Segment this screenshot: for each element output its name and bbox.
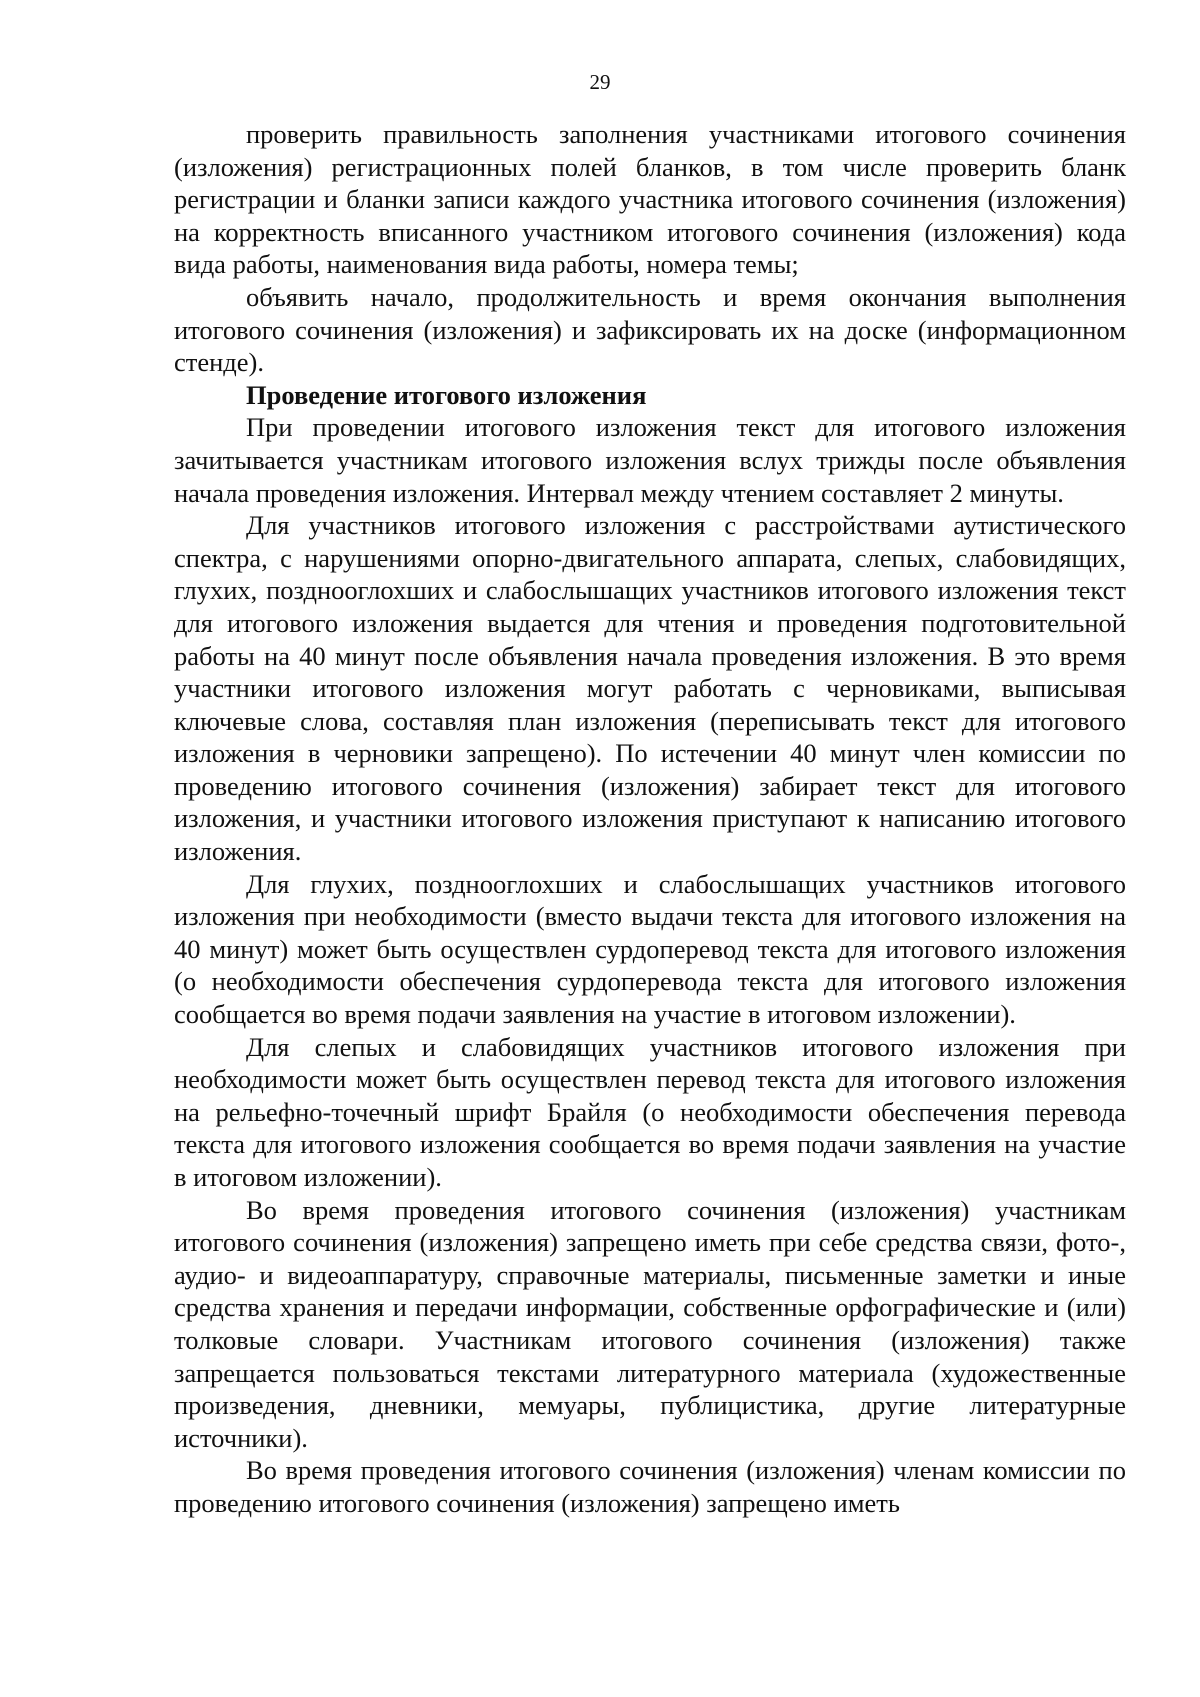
paragraph-2: объявить начало, продолжительность и время окончания выполнения итогового сочинения (изложения) и зафиксировать их на доске (информационном стенде).: [174, 281, 1126, 378]
paragraph-6: Для слепых и слабовидящих участников итогового изложения при необходимости может быть осуществлен перевод текста для итогового изложения на рельефно-точечный шрифт Брайля (о необходимости обеспечения перевода текста для итогового изложения сообщается во время подачи заявления на участие в итоговом изложении).: [174, 1031, 1126, 1192]
section-heading: Проведение итогового изложения: [246, 379, 647, 410]
page-number: 29: [589, 70, 611, 94]
paragraph-5: Для глухих, позднооглохших и слабослышащих участников итогового изложения при необходимости (вместо выдачи текста для итогового изложения на 40 минут) может быть осуществлен сурдоперевод текста для итогового изложения (о необходимости обеспечения сурдоперевода текста для итогового изложения сообщается во время подачи заявления на участие в итоговом изложении).: [174, 868, 1126, 1030]
paragraph-3: При проведении итогового изложения текст для итогового изложения зачитывается участникам итогового изложения вслух трижды после объявления начала проведения изложения. Интервал между чтением составляет 2 минуты.: [174, 412, 1126, 508]
paragraph-8: Во время проведения итогового сочинения (изложения) членам комиссии по проведению итогового сочинения (изложения) запрещено иметь: [174, 1455, 1126, 1518]
paragraph-4: Для участников итогового изложения с расстройствами аутистического спектра, с нарушениями опорно-двигательного аппарата, слепых, слабовидящих, глухих, позднооглохших и слабослышащих участников итогового изложения текст для итогового изложения выдается для чтения и проведения подготовительной работы на 40 минут после объявления начала проведения изложения. В это время участники итогового изложения могут работать с черновиками, выписывая ключевые слова, составляя план изложения (переписывать текст для итогового изложения в черновики запрещено). По истечении 40 минут член комиссии по проведению итогового сочинения (изложения) забирает текст для итогового изложения, и участники итогового изложения приступают к написанию итогового изложения.: [174, 510, 1126, 867]
paragraph-1: проверить правильность заполнения участниками итогового сочинения (изложения) регистрационных полей бланков, в том числе проверить бланк регистрации и бланки записи каждого участника итогового сочинения (изложения) на корректность вписанного участником итогового сочинения (изложения) кода вида работы, наименования вида работы, номера темы;: [174, 119, 1126, 280]
document-body: [174, 118, 1126, 1520]
paragraph-7: Во время проведения итогового сочинения (изложения) участникам итогового сочинения (изложения) запрещено иметь при себе средства связи, фото-, аудио- и видеоаппаратуру, справочные материалы, письменные заметки и иные средства хранения и передачи информации, собственные орфографические и (или) толковые словари. Участникам итогового сочинения (изложения) также запрещается пользоваться текстами литературного материала (художественные произведения, дневники, мемуары, публицистика, другие литературные источники).: [174, 1194, 1126, 1453]
